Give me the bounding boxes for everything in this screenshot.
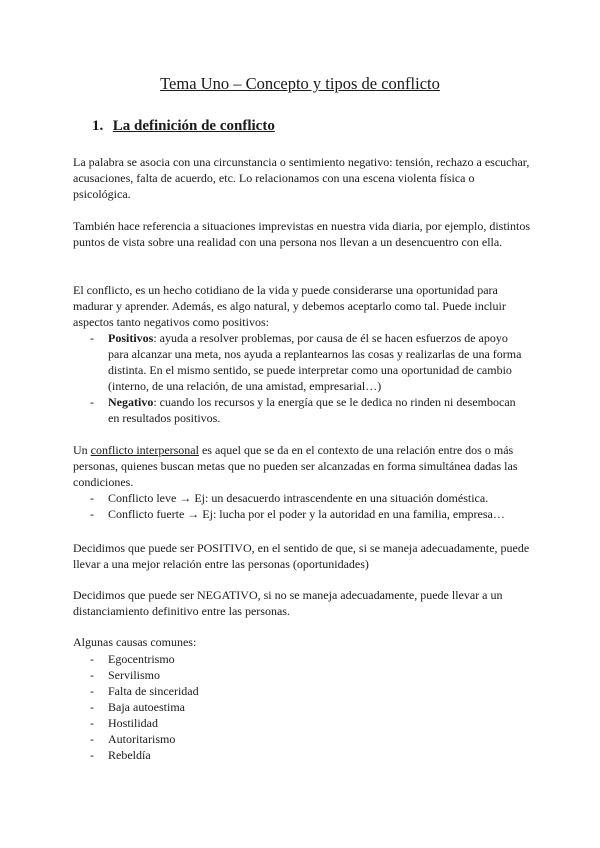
- aspect-term: Positivos: [108, 331, 154, 345]
- list-dash: -: [90, 668, 94, 682]
- cause-item: [0, 667, 528, 683]
- paragraph-5: Decidimos que puede ser POSITIVO, en el sentido de que, si se maneja adecuadamente, puede llevar a una mejor relación entre las personas (oportunidades): [73, 541, 530, 571]
- example-item: [0, 506, 528, 522]
- list-dash: -: [90, 395, 94, 409]
- example-item: [0, 490, 528, 506]
- examples-list: [0, 490, 528, 522]
- aspects-list: [0, 330, 528, 426]
- list-dash: -: [90, 684, 94, 698]
- page-title: Tema Uno – Concepto y tipos de conflicto: [160, 74, 440, 93]
- cause-item: [0, 715, 528, 731]
- section-heading-text: La definición de conflicto: [112, 118, 275, 134]
- cause-text: Servilismo: [108, 668, 161, 682]
- causes-list: [0, 651, 528, 763]
- cause-text: Baja autoestima: [108, 700, 185, 714]
- aspect-positive: [0, 330, 528, 394]
- paragraph-4-pre: Un: [73, 443, 91, 457]
- list-dash: -: [90, 716, 94, 730]
- cause-item: [0, 699, 528, 715]
- list-dash: -: [90, 732, 94, 746]
- causes-intro: Algunas causas comunes:: [73, 635, 197, 649]
- paragraph-2: También hace referencia a situaciones imprevistas en nuestra vida diaria, por ejemplo, distintos puntos de vista sobre una realidad con una persona nos llevan a un desencuentro con ella.: [73, 219, 530, 249]
- example-text: Conflicto fuerte → Ej: lucha por el poder y la autoridad en una familia, empresa…: [108, 507, 505, 521]
- aspect-text: : ayuda a resolver problemas, por causa de él se hacen esfuerzos de apoyo para alcanzar una meta, nos ayuda a replantearnos las cosas y realizarlas de una forma distinta. En el mismo sentido, se puede interpretar como una oportunidad de cambio (interno, de una relación, de una amistad, empresarial…): [108, 331, 522, 393]
- list-dash: -: [90, 652, 94, 666]
- list-dash: -: [90, 507, 94, 521]
- cause-item: [0, 651, 528, 667]
- section-number: 1.: [92, 118, 104, 134]
- paragraph-4: [73, 442, 533, 490]
- cause-item: [0, 731, 528, 747]
- cause-text: Autoritarismo: [108, 732, 176, 746]
- interpersonal-conflict-term: conflicto interpersonal: [90, 443, 199, 457]
- cause-text: Egocentrismo: [108, 652, 175, 666]
- paragraph-4-post: es aquel que se da en el contexto de una relación entre dos o más personas, quienes buscan metas que no pueden ser alcanzadas en forma simultánea dadas las condiciones.: [73, 443, 518, 489]
- cause-item: [0, 683, 528, 699]
- cause-item: [0, 747, 528, 763]
- section-heading: [92, 118, 275, 135]
- list-dash: -: [90, 700, 94, 714]
- cause-text: Hostilidad: [108, 716, 158, 730]
- cause-text: Falta de sinceridad: [108, 684, 199, 698]
- list-dash: -: [90, 331, 94, 345]
- list-dash: -: [90, 491, 94, 505]
- example-text: Conflicto leve → Ej: un desacuerdo intrascendente en una situación doméstica.: [108, 491, 489, 505]
- aspect-text: : cuando los recursos y la energía que se le dedica no rinden ni desembocan en resultados positivos.: [108, 395, 516, 425]
- paragraph-1: La palabra se asocia con una circunstancia o sentimiento negativo: tensión, rechazo a escuchar, acusaciones, falta de acuerdo, etc. Lo relacionamos con una escena violenta física o psicológica.: [73, 155, 530, 201]
- cause-text: Rebeldía: [108, 748, 151, 762]
- paragraph-6: Decidimos que puede ser NEGATIVO, si no se maneja adecuadamente, puede llevar a un distanciamiento definitivo entre las personas.: [73, 588, 503, 618]
- paragraph-3: El conflicto, es un hecho cotidiano de la vida y puede considerarse una oportunidad para madurar y aprender. Además, es algo natural, y debemos aceptarlo como tal. Puede incluir aspectos tanto negativos como positivos:: [73, 283, 506, 329]
- aspect-term: Negativo: [108, 395, 154, 409]
- aspect-negative: [0, 394, 528, 426]
- list-dash: -: [90, 748, 94, 762]
